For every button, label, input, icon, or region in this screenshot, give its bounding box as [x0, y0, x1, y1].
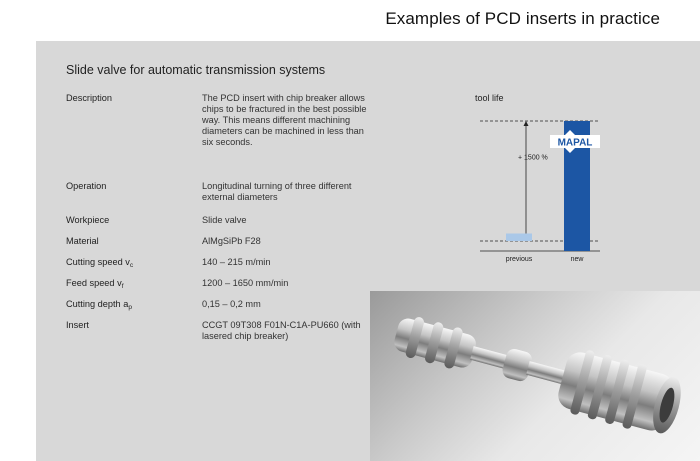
- chart-title: tool life: [475, 93, 504, 103]
- spec-label: Feed speed $v_f$: [66, 278, 124, 290]
- spec-label: Workpiece: [66, 215, 110, 225]
- spec-value: Slide valve: [202, 215, 247, 225]
- spec-label: Insert: [66, 320, 89, 330]
- slide-valve-illustration: [370, 291, 700, 461]
- spec-label: Operation: [66, 181, 107, 191]
- increase-arrow-head: [524, 121, 529, 126]
- spec-value: 1200 – 1650 mm/min: [202, 278, 289, 288]
- spec-value: Longitudinal turning of three different external diameters: [202, 181, 352, 202]
- content-panel: [36, 41, 700, 461]
- product-photo: [370, 291, 700, 461]
- tool-life-chart: [470, 91, 600, 271]
- page-heading: Examples of PCD inserts in practice: [385, 9, 660, 28]
- section-title: Slide valve for automatic transmission systems: [66, 63, 326, 77]
- chart-svg: [470, 91, 600, 271]
- spec-label: Cutting speed $v_c$: [66, 257, 134, 269]
- spec-label: Material: [66, 236, 99, 246]
- bar-previous: [506, 234, 532, 242]
- spec-value: 0,15 – 0,2 mm: [202, 299, 261, 309]
- logo-text: MAPAL: [557, 137, 593, 149]
- spec-label: Cutting depth $a_p$: [66, 299, 132, 311]
- increase-annotation: + 1500 %: [518, 154, 548, 162]
- spec-value: 140 – 215 m/min: [202, 257, 271, 267]
- category-label-previous: previous: [505, 256, 533, 263]
- spec-value: The PCD insert with chip breaker allows chips to be fractured in the best possible way. This means different machining diameters can be machined in less than six seconds.: [202, 93, 367, 147]
- category-label-new: new: [570, 256, 584, 263]
- spec-value: CCGT 09T308 F01N-C1A-PU660 (with lasered chip breaker): [202, 320, 361, 341]
- spec-value: AlMgSiPb F28: [202, 236, 261, 246]
- spec-label: Description: [66, 93, 112, 103]
